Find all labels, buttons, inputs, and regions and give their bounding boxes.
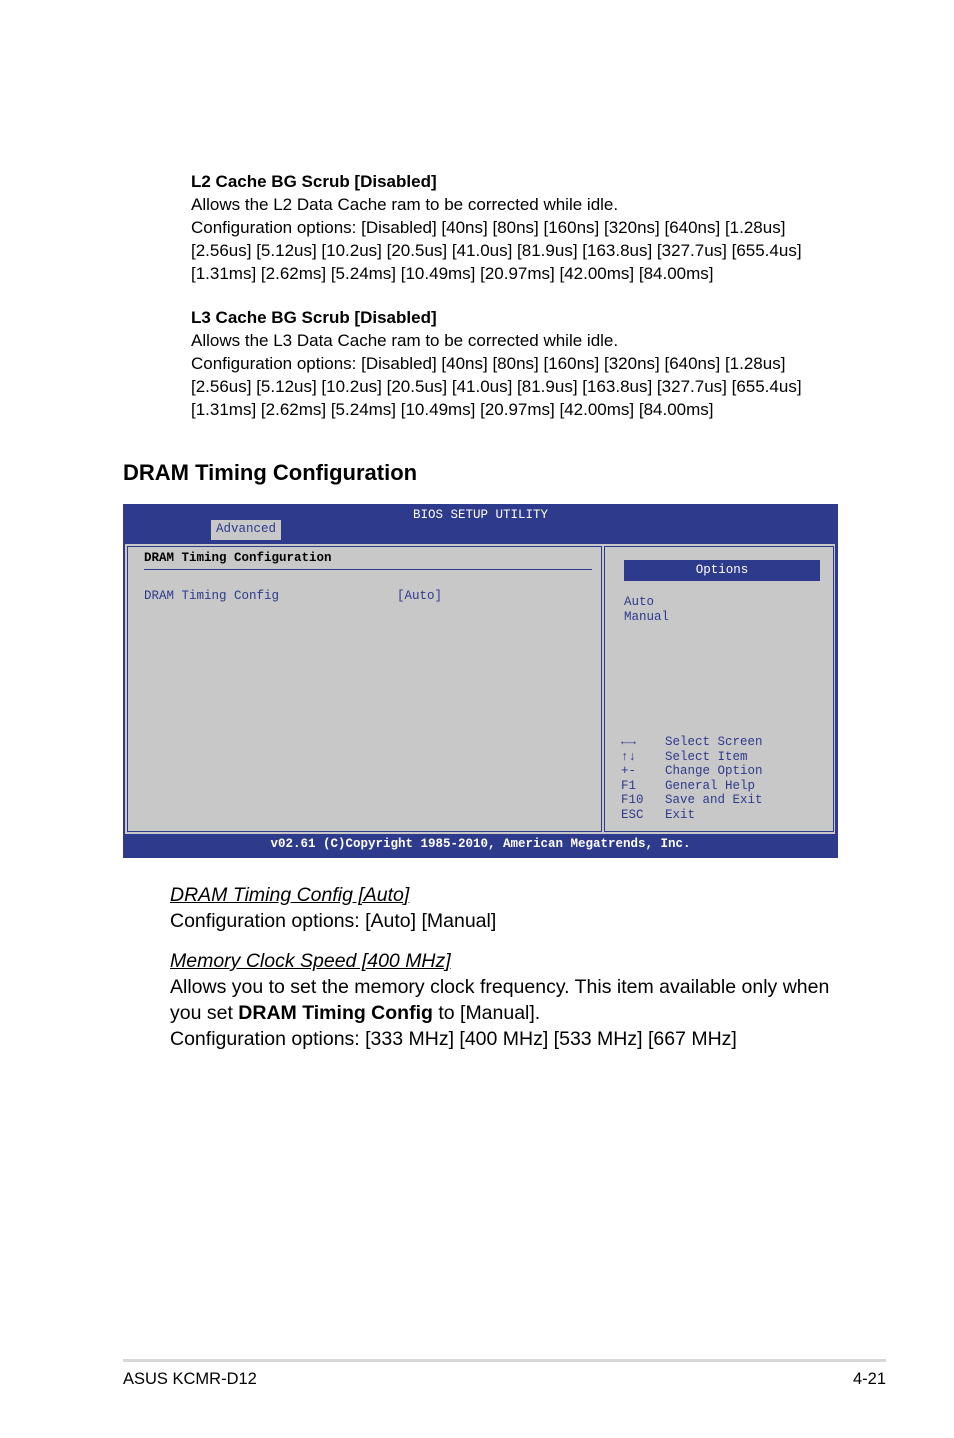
panel-divider [144, 569, 592, 570]
memory-clock-description [170, 948, 850, 1052]
l2-cache-options-line1: Configuration options: [Disabled] [40ns] [80ns] [160ns] [320ns] [640ns] [1.28us] [191, 218, 786, 237]
l3-cache-title: L3 Cache BG Scrub [Disabled] [191, 308, 437, 327]
key-action: Select Screen [665, 735, 763, 749]
key-action: Change Option [665, 764, 763, 778]
key-action: General Help [665, 778, 756, 793]
dram-timing-config-value[interactable]: [Auto] [397, 589, 443, 603]
key-row [621, 764, 763, 779]
key-action: Save and Exit [665, 793, 763, 807]
bios-title: BIOS SETUP UTILITY [412, 508, 549, 522]
l3-cache-options-line3: [1.31ms] [2.62ms] [5.24ms] [10.49ms] [20.97ms] [42.00ms] [84.00ms] [191, 400, 714, 419]
footer-page-number: 4-21 [852, 1370, 886, 1388]
key-action: Select Item [665, 749, 748, 764]
key-row [621, 779, 763, 794]
option-manual[interactable]: Manual [624, 610, 670, 624]
bios-screenshot [123, 504, 838, 858]
l3-cache-options-line1: Configuration options: [Disabled] [40ns] [80ns] [160ns] [320ns] [640ns] [1.28us] [191, 354, 786, 373]
dram-timing-config-item[interactable]: DRAM Timing Config [144, 589, 280, 603]
l2-cache-title: L2 Cache BG Scrub [Disabled] [191, 172, 437, 191]
panel-title: DRAM Timing Configuration [144, 551, 332, 565]
options-header: Options [624, 560, 820, 581]
key-row [621, 750, 763, 765]
l2-cache-options-line3: [1.31ms] [2.62ms] [5.24ms] [10.49ms] [20.97ms] [42.00ms] [84.00ms] [191, 264, 714, 283]
memory-clock-desc-line1: Allows you to set the memory clock frequency. This item available only when [170, 976, 830, 998]
key-row [621, 793, 763, 808]
memory-clock-title: Memory Clock Speed [400 MHz] [170, 950, 451, 972]
key-plus-minus: +- [621, 764, 637, 778]
l3-cache-section [191, 306, 831, 421]
footer-divider [123, 1359, 886, 1362]
key-arrows-ud: ↑↓ [621, 749, 637, 764]
memory-clock-desc-line2 [170, 1000, 850, 1026]
memory-clock-options: Configuration options: [333 MHz] [400 MHz] [533 MHz] [667 MHz] [170, 1028, 737, 1050]
footer-product: ASUS KCMR-D12 [123, 1370, 257, 1388]
tab-advanced[interactable]: Advanced [211, 520, 281, 540]
desc-bold-setting: DRAM Timing Config [238, 1002, 433, 1024]
key-row [621, 735, 763, 750]
l2-cache-section [191, 170, 831, 285]
key-f1: F1 [621, 778, 637, 793]
desc-prefix: you set [170, 1002, 239, 1024]
l3-cache-options-line2: [2.56us] [5.12us] [10.2us] [20.5us] [41.0us] [81.9us] [163.8us] [327.7us] [655.4us] [191, 377, 802, 396]
desc-suffix: to [Manual]. [432, 1002, 541, 1024]
key-arrows-lr: ←→ [621, 735, 637, 749]
l2-cache-options-line2: [2.56us] [5.12us] [10.2us] [20.5us] [41.0us] [81.9us] [163.8us] [327.7us] [655.4us] [191, 241, 802, 260]
section-heading: DRAM Timing Configuration [123, 460, 418, 485]
bios-right-panel [604, 546, 834, 832]
bios-body [125, 544, 835, 834]
dram-config-options: Configuration options: [Auto] [Manual] [170, 910, 497, 932]
l3-cache-description: Allows the L3 Data Cache ram to be corrected while idle. [191, 331, 619, 350]
key-esc: ESC [621, 807, 644, 822]
key-action: Exit [665, 807, 696, 822]
key-row [621, 808, 763, 823]
dram-config-title: DRAM Timing Config [Auto] [170, 884, 410, 906]
dram-config-description [170, 882, 850, 934]
bios-footer: v02.61 (C)Copyright 1985-2010, American Megatrends, Inc. [270, 837, 691, 851]
key-legend [621, 735, 763, 822]
bios-left-panel [127, 546, 602, 832]
option-auto[interactable]: Auto [624, 595, 655, 609]
key-f10: F10 [621, 793, 644, 807]
l2-cache-description: Allows the L2 Data Cache ram to be corrected while idle. [191, 195, 619, 214]
